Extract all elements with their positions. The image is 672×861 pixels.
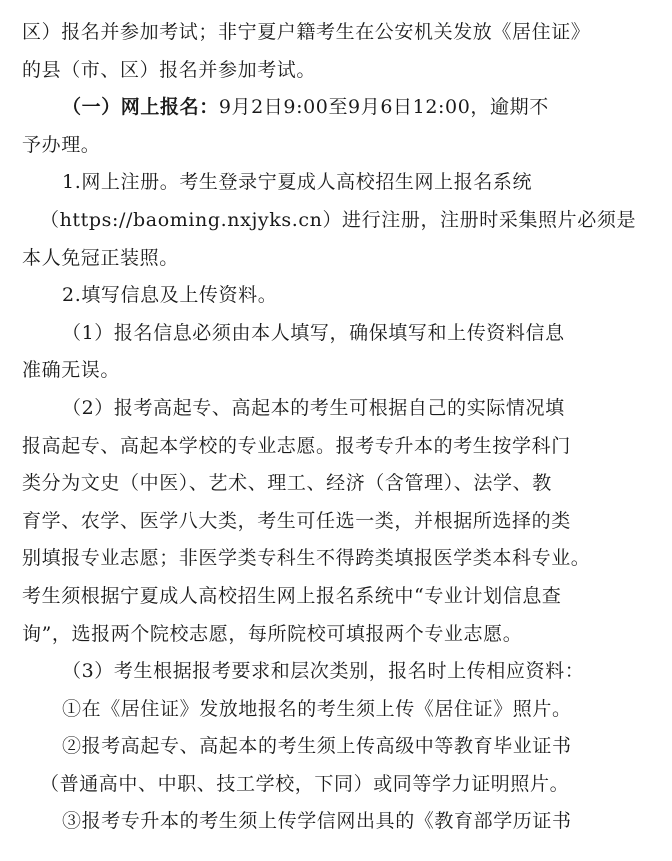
text-line: 本人免冠正装照。 [22, 246, 179, 269]
text-line: 报高起专、高起本学校的专业志愿。报考专升本的考生按学科门 [22, 434, 571, 457]
section-heading-line [22, 89, 650, 127]
text-line: ①在《居住证》发放地报名的考生须上传《居住证》照片。 [62, 697, 572, 720]
text-line: （https://baoming.nxjyks.cn）进行注册，注册时采集照片必须是 [40, 208, 637, 231]
text-line: （普通高中、中职、技工学校，下同）或同等学力证明照片。 [40, 772, 570, 795]
document-body [22, 14, 650, 841]
text-line: 类分为文史（中医）、艺术、理工、经济（含管理）、法学、教 [22, 472, 552, 495]
section-heading: （一）网上报名： [62, 96, 219, 119]
text-line: 考生须根据宁夏成人高校招生网上报名系统中“专业计划信息查 [22, 584, 562, 607]
text-line: 区）报名并参加考试；非宁夏户籍考生在公安机关发放《居住证》 [22, 21, 591, 43]
text-line: 1.网上注册。考生登录宁夏成人高校招生网上报名系统 [62, 171, 533, 194]
text-line: 予办理。 [22, 133, 101, 156]
text-line: （1）报名信息必须由本人填写，确保填写和上传资料信息 [62, 321, 565, 344]
text-line: 询”，选报两个院校志愿，每所院校可填报两个专业志愿。 [22, 622, 523, 645]
text-line: （3）考生根据报考要求和层次类别，报名时上传相应资料： [62, 660, 585, 683]
text-line: 的县（市、区）报名并参加考试。 [22, 58, 317, 81]
registration-period: 9月2日9:00至9月6日12:00，逾期不 [218, 96, 549, 119]
text-line: 2.填写信息及上传资料。 [62, 284, 278, 307]
text-line: ②报考高起专、高起本的考生须上传高级中等教育毕业证书 [62, 735, 572, 758]
text-line: （2）报考高起专、高起本的考生可根据自己的实际情况填 [62, 396, 565, 419]
text-line: 准确无误。 [22, 359, 121, 382]
text-line: 育学、农学、医学八大类，考生可任选一类，并根据所选择的类 [22, 509, 571, 532]
text-line: 别填报专业志愿；非医学类专科生不得跨类填报医学类本科专业。 [22, 547, 591, 570]
text-line: ③报考专升本的考生须上传学信网出具的《教育部学历证书 [62, 810, 572, 833]
